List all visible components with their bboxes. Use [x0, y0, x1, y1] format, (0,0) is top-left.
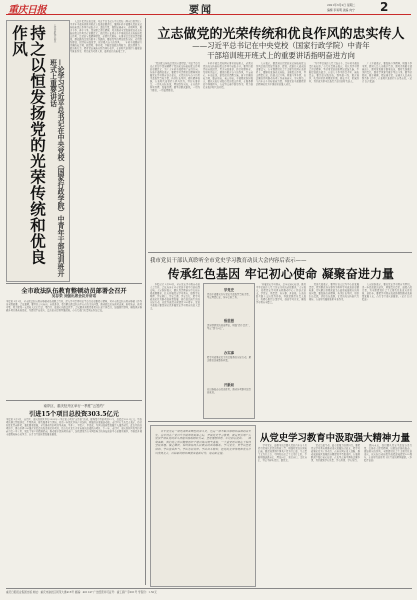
body-filler: 人民日报评论员文章。习近平总书记在中央党校（国家行政学院）中青年干部培训班开班式上发表重要讲话，强调年轻干部要从党的光荣传统和优良作风中获取养分、汲取力量，做到忠诚老实、光明坦荡，敢于斗争、善于斗争。深刻领会讲话精神，对于推动全党发扬党的光荣传统和优良作风具有重要意义。我们党在长期奋斗中形成的光荣传统和优良作风，是党的宝贵精神财富，必须代代相传。实事求是是党的思想路线，群众路线是党的根本工作路线，要始终坚持理论联系实际、密切联系群众、批评和自我批评，保持艰苦奋斗的作风。 年轻干部要树立正确的权力观、政绩观、事业观，不断提高政治判断力、政治领悟力、政治执行力，把对党忠诚落实到具体行动中，在新时代新征程上展现新气象新作为，努力成为可堪大用、能担重任的栋梁之才。	[70, 20, 142, 53]
top-story-subheadline-1: ——习近平总书记在中央党校（国家行政学院）中青年	[192, 41, 370, 50]
page-number: 2	[380, 0, 389, 14]
article3-kicker: 南岸区、重庆经开区举行一季度“云签约”	[43, 404, 105, 408]
middle-story-divider	[148, 421, 412, 422]
middle-col-4: 党员代表表示，要坚持以人民为中心的发展思想，把为群众办实事作为检验学习成效的重要标准，切实解决好群众最关心最直接最现实的利益问题。要发扬红岩精神，传承红色基因，用好红色资源，讲好红色故事，让党的光荣传统代代相传，在新时代展现新担当新作为。	[309, 283, 359, 301]
middle-story-kicker: 我市党员干部认真聆听全市党史学习教育动员大会内容后表示——	[150, 258, 307, 264]
top-col-5: 广大干部表示，要发扬斗争精神，增强斗争本领，面对大是大非敢于亮剑，面对矛盾敢于迎难而上，面对危机敢于挺身而出，面对失误敢于承担责任，面对歪风邪气敢于坚决斗争。要坚持原则、敢于碰硬，把忠诚于党、忠诚于人民落实到具体工作中，在新时代新征程上奋勇前进。（记者 综合报道）	[362, 62, 412, 83]
box-text-4: 以昂扬姿态奋进新征程，推动各项事业取得新成效。	[207, 388, 251, 394]
left-divider-2	[6, 400, 142, 401]
box-subtitle-1: 学党史	[223, 288, 235, 292]
top-col-3: 大家表示，要深刻认识党的光荣传统和优良作风是我们党取得革命、建设、改革伟大成就的重要法宝。在全面建设社会主义现代化国家新征程上，要继续发扬光荣传统，永葆优良作风，坚定理想信念，站稳人民立场，增强斗争本领，以过硬的作风推动各项工作落地落实，为实现第二个百年奋斗目标贡献力量。基层党员干部要把讲话精神转化为干事创业的强大动力。	[256, 62, 306, 86]
commentary-byline: 人民日报评论员	[53, 24, 56, 43]
top-col-1: “党的优良传统是党的宝贵财富。”习近平总书记在讲话中深刻阐释了党的光荣传统和优良作风的重要意义，为广大年轻干部指明了前进方向。各地干部群众表示，要把学习贯彻讲话精神同开展党史学习教育结合起来，从党的百年奋斗历程中汲取智慧和力量，传承红色基因，赓续精神血脉，在新时代新征程上担当作为。坚持实事求是，一切从实际出发，理论联系实际，在实践中检验真理、发展真理。要坚持群众路线，一切为了群众，一切依靠群众。	[150, 62, 200, 92]
box-text-3: 把学习成果转化为为民服务的实际行动，解决群众急难愁盼问题。	[207, 356, 251, 362]
top-story-subheadline-2: 干部培训班开班式上的重要讲话指明奋进方向	[207, 51, 355, 60]
article2-body: 本报讯 3月1日，全市政法队伍教育整顿动员部署会召开，深入学习贯彻习近平总书记重要指示精神，对全市政法队伍教育整顿工作作出全面部署。会议强调，要坚持刀刃向内、自我革命，着力解决政法队伍中存在的突出问题，推动政法队伍绝对忠诚、绝对纯洁、绝对可靠，努力建设一支党和人民信得过、靠得住、能放心的政法铁军。会议要求各级党委切实扛起主体责任，加强组织领导，确保教育整顿各项任务落地见效，为建设平安重庆、法治重庆提供坚强保障。市有关部门负责同志参加会议。	[6, 300, 142, 312]
box-text-1: 党员干部要从百年党史中汲取智慧和力量，坚定理想信念，筑牢信仰之基。	[207, 293, 251, 299]
article3-body: 本报讯 3月1日，南岸区、重庆经开区举行2021年一季度重大项目“云签约”活动，现场集中签约项目15个，总投资303.5亿元。签约项目涵盖智能制造、生物医药、现代服务业等领域，将进一步优化区域产业结构，增强经济发展新动能。南岸区有关负责人表示，将持续优化营商环境，强化要素保障，全力推动签约项目早落地、早开工、早投产、早见效，为区域高质量发展注入强劲动力。此次签约的项目中，既有世界500强企业投资的先进制造业项目，也有行业龙头企业布局的总部经济项目。下一步，南岸区、重庆经开区将坚持招商引资一号工程，聚焦主导产业精准招商，推动更多优质项目落户，加快建设具有全国影响力的科技创新中心重要承载区，不断提升城市能级和核心竞争力，奋力书写高质量发展新篇章。	[6, 418, 142, 436]
middle-col-5: 大家纷纷表示，要以党史学习教育为契机，进一步提高政治站位，增强责任意识，凝聚奋进力量，为全面建设社会主义现代化新重庆开好局、起好步。要把学习教育成效体现到推动高质量发展上来，奋力书写重庆新篇章。（记者 综合报道）	[362, 283, 412, 301]
box-subtitle-3: 办实事	[223, 351, 235, 355]
middle-story-headline: 传承红色基因 牢记初心使命 凝聚奋进力量	[167, 267, 395, 281]
box-subtitle-2: 悟思想	[223, 319, 235, 323]
top-story-headline: 立志做党的光荣传统和优良作风的忠实传人	[157, 27, 405, 42]
article2-subtitle: 吴存荣 刘强出席会议并讲话	[51, 294, 97, 298]
middle-col-1: 本报记者 2月28日，全市党史学习教育动员大会召开。会议内容在全市党员干部中引起热烈反响。大家纷纷表示，要认真贯彻落实中央和市委部署要求，扎实开展党史学习教育，做到学史明理、学史增信、学史崇德、学史力行，把学习成效转化为推动高质量发展、创造高品质生活的实际行动，以优异成绩庆祝建党100周年。党员干部表示要深刻认识开展党史学习教育的重大意义。	[150, 283, 200, 310]
newspaper-logo: 重庆日报	[8, 5, 46, 16]
top-story-body	[150, 62, 412, 248]
left-column-rule	[145, 18, 146, 585]
bottom-col-3: 面向未来，我们要从党史中汲取奋进力量，弘扬伟大建党精神，以更加昂扬的姿态、更加务实的作风，全面建设社会主义现代化新重庆，以实际行动和优异成绩迎接建党100周年，在新时代新征程上续写新的辉煌篇章。（本报评论员）	[364, 444, 412, 462]
commentary-headline: 持之以恒发扬党的光荣传统和优良作风	[10, 25, 47, 265]
commentary-body	[70, 20, 142, 278]
box-text-2: 深刻领悟党的创新理论，增强“四个意识”，坚定“四个自信”。	[207, 324, 251, 330]
article3-title: 引进15个项目总投资303.5亿元	[29, 411, 119, 418]
footer-rule	[6, 588, 412, 589]
section-title: 要闻	[189, 5, 213, 16]
bottom-col-2: 党史是最生动、最有说服力的教科书。要把党史学习教育同推动重庆发展结合起来，把学习成果转化为工作动力，在落实国家重大战略、推动成渝地区双城经济圈建设中勇挑重担，在服务群众中践行初心使命，在攻坚克难中锤炼过硬本领，真正做到学有所思、学有所悟、学有所得。	[311, 444, 360, 462]
masthead-rule	[6, 14, 411, 15]
left-divider-1	[6, 283, 142, 284]
editors-line: 编辑 李易明 美编 向宁	[327, 7, 355, 12]
bottom-col-1: 学习党史，最根本的是要从党的百年奋斗历程中深刻认识党的性质宗旨，增强对党的认同和信赖。要深刻领悟中国共产党为什么能、马克思主义为什么行、中国特色社会主义为什么好，不断增强道路自信、理论自信、制度自信、文化自信，坚定不移听党话、跟党走。	[258, 444, 307, 462]
bottom-story-headline: 从党史学习教育中汲取强大精神力量	[259, 433, 410, 444]
commentary-subheadline: —论学习习近平总书记在中央党校（国家行政学院）中青年干部培训班开班式上重要讲话	[48, 59, 64, 277]
box-subtitle-4: 开新局	[223, 383, 235, 387]
commentary-box	[6, 20, 70, 282]
top-col-4: “为中华民族伟大复兴而奋斗，是年轻干部的责任和使命。”有关负责同志表示，将认真学习领会讲话精神，坚持用党的创新理论武装头脑，不断提高政治能力，在重大斗争中经受考验、磨炼意志。要注重实践历练，到基层一线、艰苦地区、吃劲岗位经风雨见世面，增长才干，积累经验，真正成为堪当民族复兴重任的时代新人。	[309, 62, 359, 83]
bottom-commentary-text: 百年党史是一部充满苦难辉煌的奋斗史，也是一部不断淬炼精神品格的成长史。在中国共产党百年华诞即将到来之际，开展党史学习教育，就是要引导广大党员干部从党的奋斗历程中汲取精神力量，坚定理想信念，牢记初心使命。 回望来路，我们党之所以能够历经千锤百炼而朝气蓬勃，一个重要原因就在于始终坚持真理、修正错误，始终保持同人民群众的血肉联系。学习党史，要学出坚定信仰、学出使命担当、学出为民情怀、学出奋斗精神，把党的光荣传统和优良作风发扬光大，以崭新的精神面貌奋进新时代、建功新征程。	[155, 430, 251, 455]
date-line: 2021年3月2日 星期二	[327, 3, 356, 7]
article2-title: 全市政法队伍教育整顿动员部署会召开	[21, 288, 127, 295]
middle-box	[203, 283, 255, 419]
footer-line: 重庆日报报业集团出版 地址：重庆市渝北区同茂大道416号 邮编：401147 广告经营许可证号：渝工商广字001号 零售价：1.50元	[6, 591, 157, 594]
masthead	[0, 0, 417, 18]
middle-col-3: “开展党史学习教育，是牢记初心使命、推进中华民族伟大复兴历史伟业的必然要求。”大家表示，将把党史学习教育同推动中心工作结合起来，学党史、悟思想、办实事、开新局，在新的赶考路上交出优异答卷。基层党组织负责人表示，将精心组织专题学习，创新学习方式，确保学习教育全覆盖。	[256, 283, 306, 304]
bottom-commentary-box	[150, 425, 256, 587]
top-story-divider	[148, 252, 412, 253]
top-col-2: 年轻干部是党和国家事业的接班人，必须从党的光荣传统和优良作风中获取养分。要坚持批评和自我批评，勇于自我革命，经常对照检查，及时纠正偏差。要保持艰苦奋斗的作风，不忘初心、牢记使命，始终保持清醒头脑，树立正确的权力观，廉洁用权，秉公用权。干部群众纷纷表示，要以实际行动践行党的优良作风，在服务群众中体现担当，在攻坚克难中彰显作为，努力创造无愧于时代的业绩。	[203, 62, 253, 89]
